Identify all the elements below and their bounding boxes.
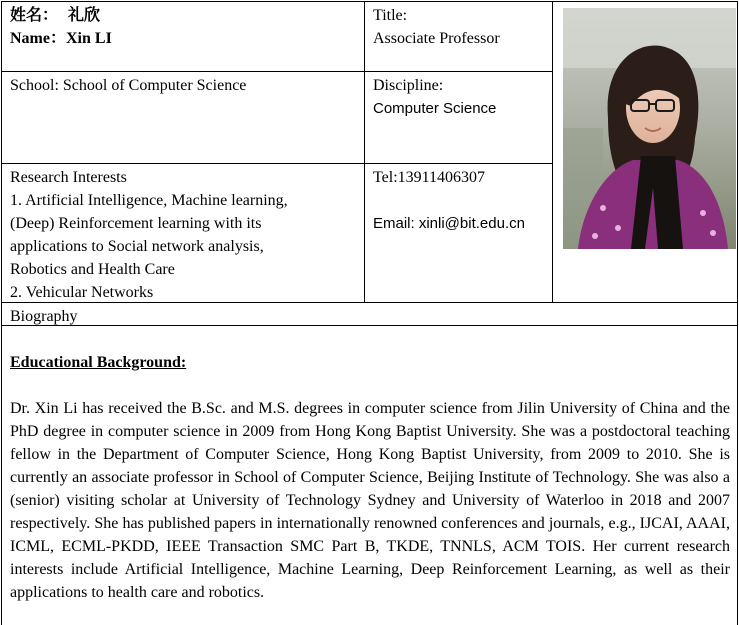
table-border-left [1, 1, 2, 625]
research-heading: Research Interests [10, 169, 127, 186]
table-border-right [737, 1, 738, 625]
discipline-label: Discipline: [373, 77, 444, 94]
profile-photo [563, 8, 736, 249]
row-divider [1, 71, 553, 72]
column-divider [364, 1, 365, 302]
research-line: 2. Vehicular Networks [10, 284, 154, 301]
biography-label: Biography [10, 308, 78, 325]
name-en-label: Name： [10, 30, 66, 47]
telephone: Tel:13911406307 [373, 169, 486, 186]
name-en-row [10, 27, 112, 50]
name-cn-label: 姓名： [10, 7, 59, 24]
research-line: (Deep) Reinforcement learning with its [10, 215, 262, 232]
title-value: Associate Professor [373, 30, 500, 47]
biography-paragraph: Dr. Xin Li has received the B.Sc. and M.S. degrees in computer science from Jilin University of China and the PhD degree in computer science in 2009 from Hong Kong Baptist University. She was a postdoctoral teaching fellow in the Department of Computer Science, Hong Kong Baptist University, from 2009 to 2010. She is currently an associate professor in School of Computer Science, Beijing Institute of Technology. She was also a (senior) visiting scholar at University of Technology Sydney and University of Waterloo in 2018 and 2007 respectively. She has published papers in internationally renowned conferences and journals, e.g., IJCAI, AAAI, ICML, ECML-PKDD, IEEE Transaction SMC Part B, TKDE, TNNLS, ACM TOIS. Her current research interests include Artificial Intelligence, Machine Learning, Deep Reinforcement Learning, as well as their applications to health care and robotics. [10, 400, 730, 601]
research-line: applications to Social network analysis, [10, 238, 264, 255]
education-heading: Educational Background: [10, 354, 187, 371]
research-line: Robotics and Health Care [10, 261, 175, 278]
school: School: School of Computer Science [10, 77, 247, 94]
name-en: Xin LI [66, 30, 112, 47]
discipline-value: Computer Science [373, 100, 497, 117]
column-divider [552, 1, 553, 302]
research-line: 1. Artificial Intelligence, Machine learning, [10, 192, 288, 209]
row-divider [1, 163, 553, 164]
title-label: Title: [373, 7, 408, 24]
table-border-top [1, 1, 738, 2]
name-cn-row [10, 4, 100, 27]
name-cn: 礼欣 [68, 7, 101, 24]
email: Email: xinli@bit.edu.cn [373, 215, 525, 232]
row-divider [1, 325, 738, 326]
